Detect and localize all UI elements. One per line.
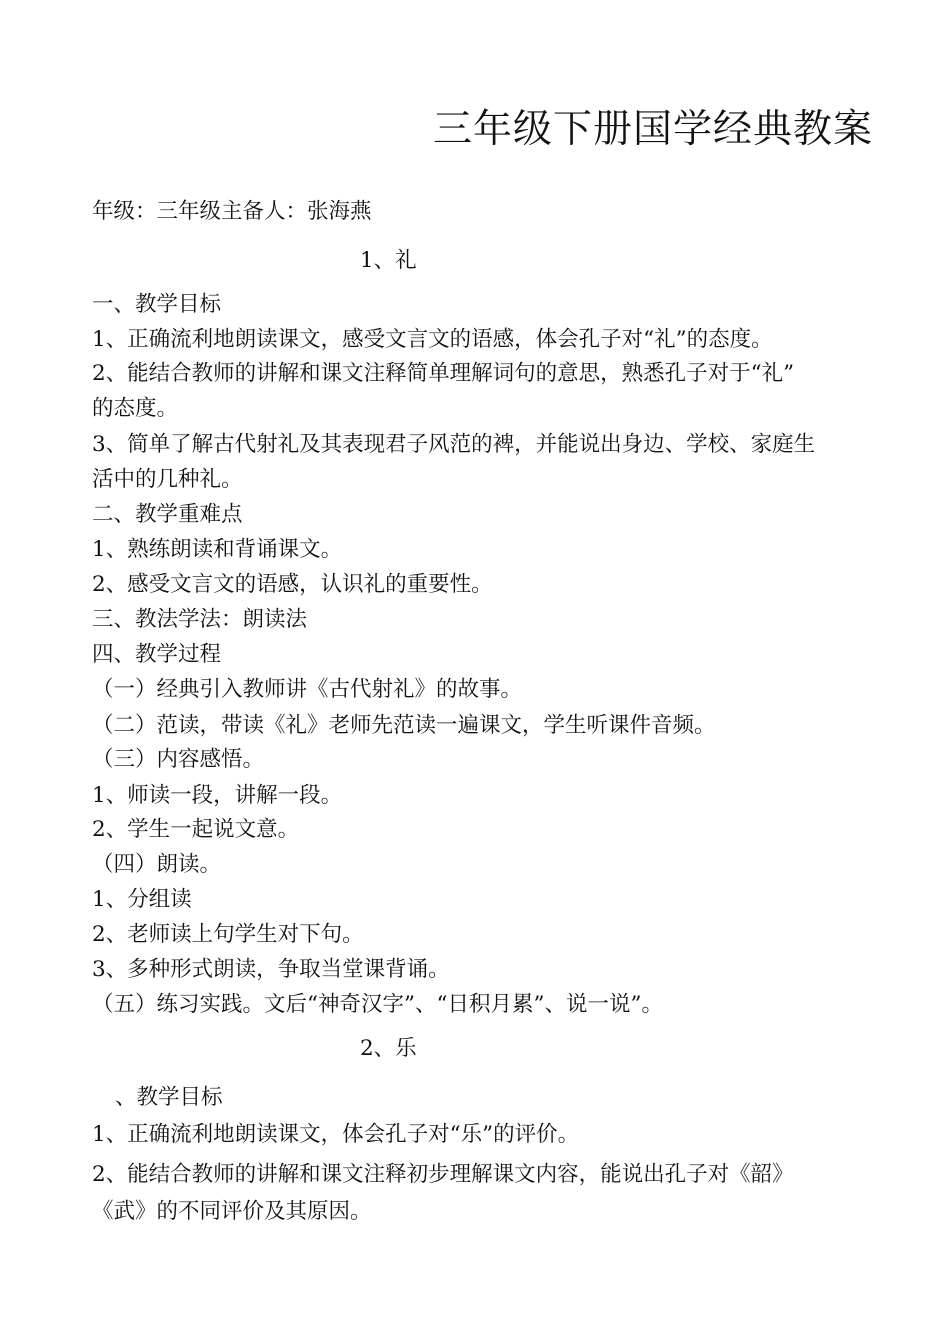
lesson-1-heading: 1、礼 [360, 248, 417, 273]
process-step: （二）范读，带读《礼》老师先范读一遍课文，学生听课件音频。 [92, 713, 716, 738]
section-heading-objectives: 一、教学目标 [92, 292, 222, 317]
process-sub-step: 3、多种形式朗读，争取当堂课背诵。 [92, 957, 450, 982]
process-sub-step: 2、学生一起说文意。 [92, 817, 300, 842]
process-sub-step: 2、老师读上句学生对下句。 [92, 922, 364, 947]
process-sub-step: 1、分组读 [92, 887, 192, 912]
section-heading-objectives: 、教学目标 [115, 1085, 223, 1110]
section-heading-key-points: 二、教学重难点 [92, 502, 243, 527]
process-sub-step: 1、师读一段，讲解一段。 [92, 783, 343, 808]
process-step: （三）内容感悟。 [92, 747, 265, 772]
objective-line: 1、正确流利地朗读课文，感受文言文的语感，体会孔子对“礼”的态度。 [92, 327, 773, 352]
key-point-line: 1、熟练朗读和背诵课文。 [92, 537, 343, 562]
lesson-2-heading: 2、乐 [360, 1036, 417, 1061]
process-step: （一）经典引入教师讲《古代射礼》的故事。 [92, 677, 523, 702]
process-step: （四）朗读。 [92, 852, 222, 877]
process-step: （五）练习实践。文后“神奇汉字”、“日积月累”、说一说”。 [92, 992, 663, 1017]
objective-line: 2、能结合教师的讲解和课文注释初步理解课文内容，能说出孔子对《韶》 [92, 1162, 794, 1187]
objective-line: 3、简单了解古代射礼及其表现君子风范的裨，并能说出身边、学校、家庭生 [92, 432, 816, 457]
meta-line: 年级：三年级主备人：张海燕 [92, 199, 372, 224]
key-point-line: 2、感受文言文的语感，认识礼的重要性。 [92, 572, 493, 597]
section-heading-methods: 三、教法学法：朗读法 [92, 607, 308, 632]
objective-line: 2、能结合教师的讲解和课文注释简单理解词句的意思，熟悉孔子对于“礼” [92, 361, 795, 386]
objective-line-continued: 的态度。 [92, 396, 179, 421]
objective-line: 1、正确流利地朗读课文，体会孔子对“乐”的评价。 [92, 1122, 580, 1147]
document-title: 三年级下册国学经典教案 [433, 107, 874, 152]
section-heading-process: 四、教学过程 [92, 642, 222, 667]
objective-line-continued: 活中的几种礼。 [92, 467, 243, 492]
objective-line-continued: 《武》的不同评价及其原因。 [92, 1199, 372, 1224]
